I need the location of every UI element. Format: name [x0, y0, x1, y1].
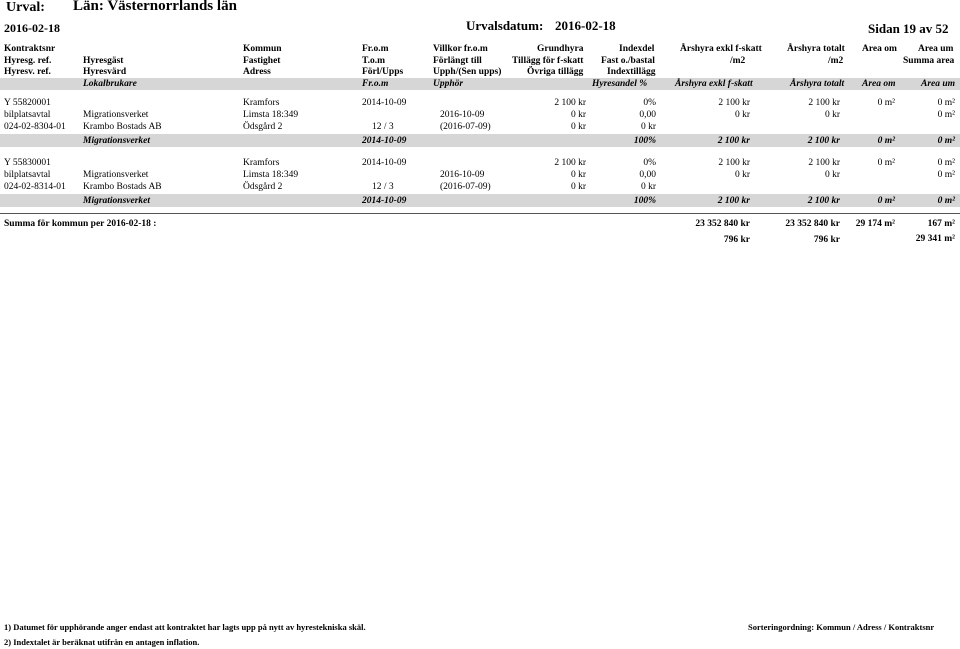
band-area-um-value: 0 m² [937, 136, 955, 146]
col-hyresgast: Hyresgäst [83, 56, 124, 66]
col-arshyra-exkl: Årshyra exkl f-skatt [680, 44, 762, 54]
forl-upps: 12 / 3 [372, 182, 394, 192]
band-arshyra-exkl: Årshyra exkl f-skatt [675, 79, 753, 89]
upph-date: (2016-07-09) [440, 122, 491, 132]
fast-bastal: 0,00 [639, 170, 656, 180]
indexdel: 0% [643, 158, 656, 168]
summary-summa-area: 29 341 m² [915, 234, 955, 244]
avtalstyp: bilplatsavtal [4, 170, 51, 180]
col-m2-tot: /m2 [828, 56, 844, 66]
col-from: Fr.o.m [362, 44, 389, 54]
tillagg-fskatt: 0 kr [570, 170, 586, 180]
m2-totalt: 0 kr [824, 170, 840, 180]
summa-area: 0 m² [937, 170, 955, 180]
col-kontraktsnr: Kontraktsnr [4, 44, 56, 54]
col-ovriga-tillagg: Övriga tillägg [527, 67, 584, 77]
band-lokalbrukare: Lokalbrukare [83, 79, 137, 89]
band-arshyra-exkl-value: 2 100 kr [717, 196, 750, 206]
lokalbrukare: Migrationsverket [83, 196, 151, 206]
col-fast-bastal: Fast o./bastal [601, 56, 655, 66]
band-area-om: Area om [862, 79, 896, 89]
band-arshyra-totalt-value: 2 100 kr [807, 136, 840, 146]
kontraktsnr: Y 55820001 [4, 98, 51, 108]
report-date: 2016-02-18 [4, 21, 60, 35]
grundhyra: 2 100 kr [554, 158, 586, 168]
sorting-order: Sorteringordning: Kommun / Adress / Kontraktsnr [748, 622, 935, 632]
indextillagg: 0 kr [640, 182, 656, 192]
forlangt-till: 2016-10-09 [440, 110, 485, 120]
col-grundhyra: Grundhyra [537, 44, 584, 54]
forl-upps: 12 / 3 [372, 122, 394, 132]
col-kommun: Kommun [243, 44, 282, 54]
band-hyresandel: Hyresandel % [592, 79, 648, 89]
area-um: 0 m² [937, 98, 955, 108]
area-om: 0 m² [877, 98, 895, 108]
summary-area-om: 29 174 m² [855, 219, 895, 229]
footnote-2: 2) Indextalet är beräknat utifrån en antagen inflation. [4, 637, 200, 647]
col-forlangt: Förlängt till [433, 56, 482, 66]
lokalbrukare-from: 2014-10-09 [362, 196, 407, 206]
from-date: 2014-10-09 [362, 98, 407, 108]
arshyra-exkl: 2 100 kr [718, 98, 750, 108]
summary-area-um: 167 m² [927, 219, 955, 229]
col-fastighet: Fastighet [243, 56, 281, 66]
lokalbrukare-from: 2014-10-09 [362, 136, 407, 146]
band-arshyra-totalt: Årshyra totalt [790, 79, 845, 89]
adress: Ödsgård 2 [243, 122, 283, 132]
urvalsdatum-value: 2016-02-18 [555, 18, 616, 33]
area-om: 0 m² [877, 158, 895, 168]
hyresgast: Migrationsverket [83, 170, 149, 180]
fastighet: Limsta 18:349 [243, 110, 299, 120]
area-um: 0 m² [937, 158, 955, 168]
summa-area: 0 m² [937, 110, 955, 120]
summary-arshyra-exkl: 23 352 840 kr [695, 219, 750, 229]
summary-label: Summa för kommun per 2016-02-18 : [4, 219, 157, 229]
ovriga-tillagg: 0 kr [570, 182, 586, 192]
col-tom: T.o.m [362, 56, 386, 66]
col-area-om: Area om [862, 44, 897, 54]
col-area-um: Area um [918, 44, 954, 54]
indextillagg: 0 kr [640, 122, 656, 132]
footnote-1: 1) Datumet för upphörande anger endast att kontraktet har lagts upp på nytt av hyrestekniska skäl. [4, 622, 366, 632]
band-from: Fr.o.m [362, 79, 389, 89]
col-hyresg-ref: Hyresg. ref. [4, 56, 52, 66]
ovriga-tillagg: 0 kr [570, 122, 586, 132]
col-forl-upps: Förl/Upps [362, 67, 404, 77]
arshyra-totalt: 2 100 kr [808, 158, 840, 168]
band-area-om-value: 0 m² [877, 196, 895, 206]
col-tillagg-fskatt: Tillägg för f-skatt [512, 56, 584, 66]
upph-date: (2016-07-09) [440, 182, 491, 192]
col-hyresvard: Hyresvärd [83, 67, 127, 77]
kommun: Kramfors [243, 98, 280, 108]
adress: Ödsgård 2 [243, 182, 283, 192]
hyresgast: Migrationsverket [83, 110, 149, 120]
summary-m2-exkl: 796 kr [723, 235, 750, 245]
forlangt-till: 2016-10-09 [440, 170, 485, 180]
m2-totalt: 0 kr [824, 110, 840, 120]
m2-exkl: 0 kr [734, 170, 750, 180]
page-number: Sidan 19 av 52 [868, 21, 949, 36]
kommun: Kramfors [243, 158, 280, 168]
fastighet: Limsta 18:349 [243, 170, 299, 180]
col-adress: Adress [243, 67, 271, 77]
hyresandel: 100% [633, 136, 656, 146]
col-upph: Upph/(Sen upps) [433, 67, 502, 77]
band-upphor: Upphör [433, 79, 464, 89]
hyresandel: 100% [633, 196, 656, 206]
hyresv-ref: 024-02-8314-01 [4, 182, 66, 192]
band-area-um-value: 0 m² [937, 196, 955, 206]
grundhyra: 2 100 kr [554, 98, 586, 108]
band-area-om-value: 0 m² [877, 136, 895, 146]
col-m2-exkl: /m2 [730, 56, 746, 66]
band-arshyra-exkl-value: 2 100 kr [717, 136, 750, 146]
tillagg-fskatt: 0 kr [570, 110, 586, 120]
col-villkor-from: Villkor fr.o.m [433, 44, 488, 54]
fast-bastal: 0,00 [639, 110, 656, 120]
from-date: 2014-10-09 [362, 158, 407, 168]
urvalsdatum-label: Urvalsdatum: [466, 18, 544, 33]
hyresvard: Krambo Bostads AB [83, 122, 162, 132]
m2-exkl: 0 kr [734, 110, 750, 120]
arshyra-exkl: 2 100 kr [718, 158, 750, 168]
summary-divider [0, 213, 960, 214]
band-area-um: Area um [921, 79, 956, 89]
arshyra-totalt: 2 100 kr [808, 98, 840, 108]
urval-label: Urval: [6, 0, 45, 15]
summary-arshyra-totalt: 23 352 840 kr [785, 219, 840, 229]
col-arshyra-totalt: Årshyra totalt [787, 44, 845, 54]
hyresvard: Krambo Bostads AB [83, 182, 162, 192]
col-summa-area: Summa area [903, 56, 955, 66]
indexdel: 0% [643, 98, 656, 108]
col-hyresv-ref: Hyresv. ref. [4, 67, 51, 77]
summary-m2-totalt: 796 kr [813, 235, 840, 245]
kontraktsnr: Y 55830001 [4, 158, 51, 168]
avtalstyp: bilplatsavtal [4, 110, 51, 120]
lokalbrukare: Migrationsverket [83, 136, 151, 146]
urval-value: Län: Västernorrlands län [73, 0, 237, 14]
col-indextillagg: Indextillägg [607, 67, 656, 77]
col-indexdel: Indexdel [619, 44, 655, 54]
band-arshyra-totalt-value: 2 100 kr [807, 196, 840, 206]
hyresv-ref: 024-02-8304-01 [4, 122, 66, 132]
